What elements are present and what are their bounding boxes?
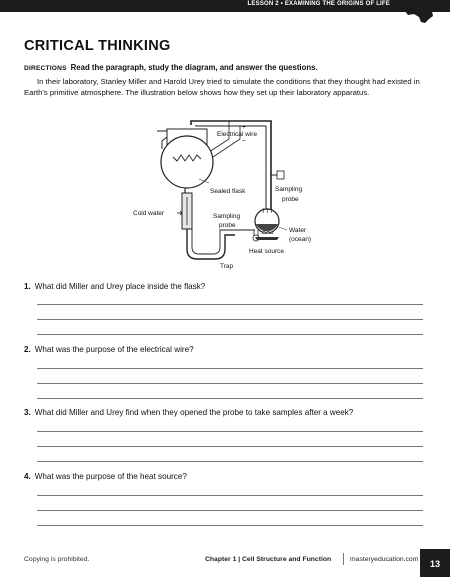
answer-line[interactable]: [37, 431, 423, 432]
label-plus: +: [242, 124, 246, 131]
answer-line[interactable]: [37, 319, 423, 320]
trap-tube: [187, 229, 235, 259]
question-number: 3.: [24, 408, 31, 417]
chapter-label: Chapter 1 | Cell Structure and Function: [205, 556, 332, 563]
question-number: 4.: [24, 472, 31, 481]
directions-text: Read the paragraph, study the diagram, and answer the questions.: [70, 63, 318, 72]
directions-label: DIRECTIONS: [24, 65, 67, 72]
page-number: 13: [420, 549, 450, 577]
label-sealed-flask: Sealed flask: [210, 188, 246, 195]
header-bar: [0, 0, 450, 12]
answer-line[interactable]: [37, 304, 423, 305]
answer-line[interactable]: [37, 368, 423, 369]
answer-line[interactable]: [37, 525, 423, 526]
question-text: What did Miller and Urey find when they opened the probe to take samples after a week?: [34, 408, 354, 417]
label-trap: Trap: [220, 263, 234, 270]
question-number: 1.: [24, 282, 31, 291]
sealed-flask: [161, 136, 213, 188]
right-sampling-probe: [277, 171, 284, 179]
question-text: What did Miller and Urey place inside the flask?: [34, 282, 206, 291]
lesson-title: LESSON 2 • EXAMINING THE ORIGINS OF LIFE: [247, 1, 390, 7]
miller-urey-diagram: [125, 117, 325, 272]
heat-source: [255, 237, 279, 240]
question-number: 2.: [24, 345, 31, 354]
label-sampling-probe-right-2: probe: [282, 196, 299, 203]
question-2: [24, 345, 194, 354]
texas-state-icon: [402, 0, 436, 24]
question-3: [24, 408, 353, 417]
question-1: [24, 282, 205, 291]
label-ocean: (ocean): [289, 236, 312, 243]
page-title: CRITICAL THINKING: [24, 38, 171, 54]
funnel: [157, 131, 167, 149]
label-sampling-probe-right-1: Sampling: [275, 186, 303, 193]
label-cold-water: Cold water: [133, 210, 165, 217]
answer-line[interactable]: [37, 398, 423, 399]
question-text: What was the purpose of the heat source?: [34, 472, 187, 481]
answer-line[interactable]: [37, 461, 423, 462]
label-electrical-wire: Electrical wire: [217, 131, 258, 138]
label-sampling-probe-center-2: probe: [219, 222, 236, 229]
label-heat-source: Heat source: [249, 248, 285, 255]
copyright-notice: Copying is prohibited.: [24, 556, 90, 563]
directions: [24, 63, 318, 72]
label-water: Water: [289, 227, 307, 234]
answer-line[interactable]: [37, 446, 423, 447]
publisher-url: masteryeducation.com: [343, 553, 418, 565]
label-minus: –: [242, 137, 246, 144]
question-4: [24, 472, 187, 481]
answer-line[interactable]: [37, 510, 423, 511]
question-text: What was the purpose of the electrical wire?: [34, 345, 194, 354]
intro-paragraph: In their laboratory, Stanley Miller and Harold Urey tried to simulate the conditions that they thought had existed in Earth's primitive atmosphere. The illustration below shows how they set up their laboratory apparatus.: [24, 77, 420, 97]
answer-line[interactable]: [37, 334, 423, 335]
answer-line[interactable]: [37, 495, 423, 496]
answer-line[interactable]: [37, 383, 423, 384]
label-sampling-probe-center-1: Sampling: [213, 213, 241, 220]
